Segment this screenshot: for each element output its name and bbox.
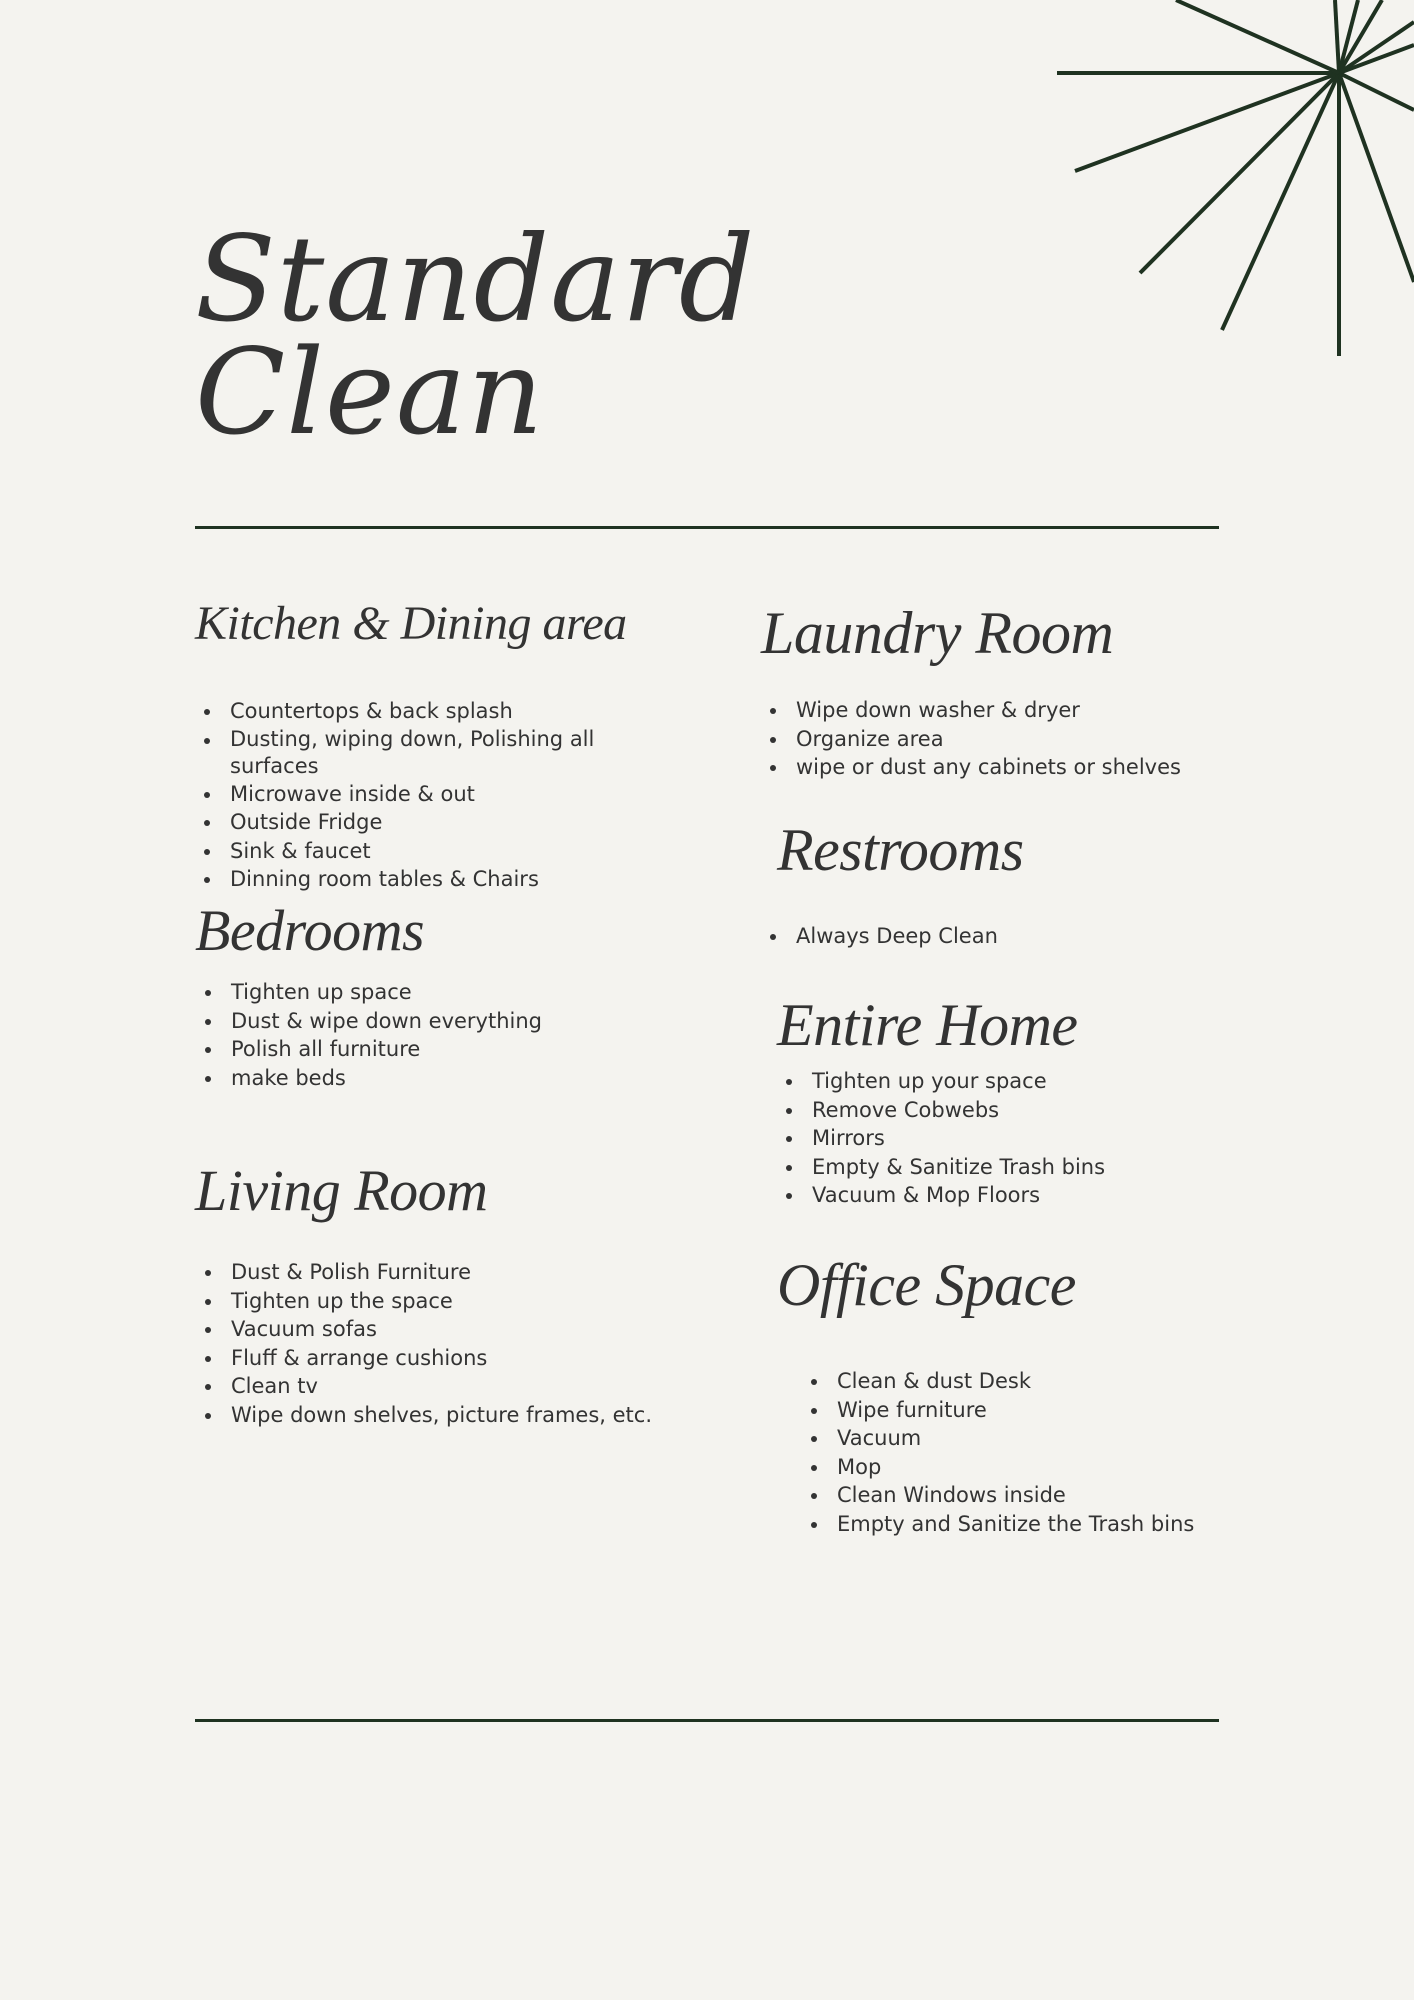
- checklist: [802, 1367, 1194, 1538]
- list-item: Dusting, wiping down, Polishing all surfaces: [195, 726, 630, 780]
- section-heading: Kitchen & Dining area: [195, 597, 627, 650]
- list-item: Organize area: [761, 725, 1181, 754]
- bottom-divider: [195, 1719, 1219, 1722]
- section-heading: Living Room: [195, 1158, 488, 1223]
- page-title-line1: Standard: [195, 210, 756, 348]
- list-item: Wipe down washer & dryer: [761, 696, 1181, 725]
- list-item: Clean Windows inside: [802, 1481, 1194, 1510]
- checklist: [761, 922, 998, 951]
- section-heading: Bedrooms: [195, 898, 425, 963]
- list-item: Always Deep Clean: [761, 922, 998, 951]
- list-item: Mirrors: [777, 1124, 1105, 1153]
- section-restrooms: [777, 817, 1024, 948]
- list-item: Dust & wipe down everything: [196, 1007, 542, 1036]
- list-item: Dinning room tables & Chairs: [195, 865, 630, 894]
- section-heading: Office Space: [777, 1252, 1076, 1318]
- list-item: Vacuum & Mop Floors: [777, 1181, 1105, 1210]
- list-item: Dust & Polish Furniture: [196, 1258, 652, 1287]
- section-living-room: [195, 1158, 653, 1427]
- list-item: Outside Fridge: [195, 808, 630, 837]
- list-item: Empty & Sanitize Trash bins: [777, 1153, 1105, 1182]
- list-item: Clean & dust Desk: [802, 1367, 1194, 1396]
- section-heading: Laundry Room: [761, 600, 1114, 666]
- section-office-space: [777, 1252, 1195, 1536]
- checklist: [195, 697, 630, 894]
- list-item: Tighten up your space: [777, 1067, 1105, 1096]
- section-entire-home: [777, 992, 1106, 1207]
- section-heading: Restrooms: [777, 817, 1024, 883]
- list-item: wipe or dust any cabinets or shelves: [761, 753, 1181, 782]
- list-item: Microwave inside & out: [195, 780, 630, 809]
- checklist: [777, 1067, 1105, 1210]
- list-item: Vacuum sofas: [196, 1315, 652, 1344]
- list-item: Tighten up the space: [196, 1287, 652, 1316]
- list-item: Wipe down shelves, picture frames, etc.: [196, 1401, 652, 1430]
- list-item: Wipe furniture: [802, 1396, 1194, 1425]
- list-item: Remove Cobwebs: [777, 1096, 1105, 1125]
- section-bedrooms: [195, 898, 543, 1090]
- list-item: Tighten up space: [196, 978, 542, 1007]
- list-item: Fluff & arrange cushions: [196, 1344, 652, 1373]
- section-laundry-room: [761, 600, 1181, 779]
- list-item: Clean tv: [196, 1372, 652, 1401]
- list-item: Vacuum: [802, 1424, 1194, 1453]
- checklist: [196, 978, 542, 1092]
- list-item: Polish all furniture: [196, 1035, 542, 1064]
- top-divider: [195, 526, 1219, 529]
- list-item: Countertops & back splash: [195, 697, 630, 726]
- checklist: [761, 696, 1181, 782]
- section-heading: Entire Home: [777, 992, 1078, 1058]
- list-item: Sink & faucet: [195, 837, 630, 866]
- list-item: Mop: [802, 1453, 1194, 1482]
- page-title-line2: Clean: [195, 323, 545, 461]
- section-kitchen-dining: [195, 597, 627, 891]
- checklist: [196, 1258, 652, 1429]
- list-item: Empty and Sanitize the Trash bins: [802, 1510, 1194, 1539]
- list-item: make beds: [196, 1064, 542, 1093]
